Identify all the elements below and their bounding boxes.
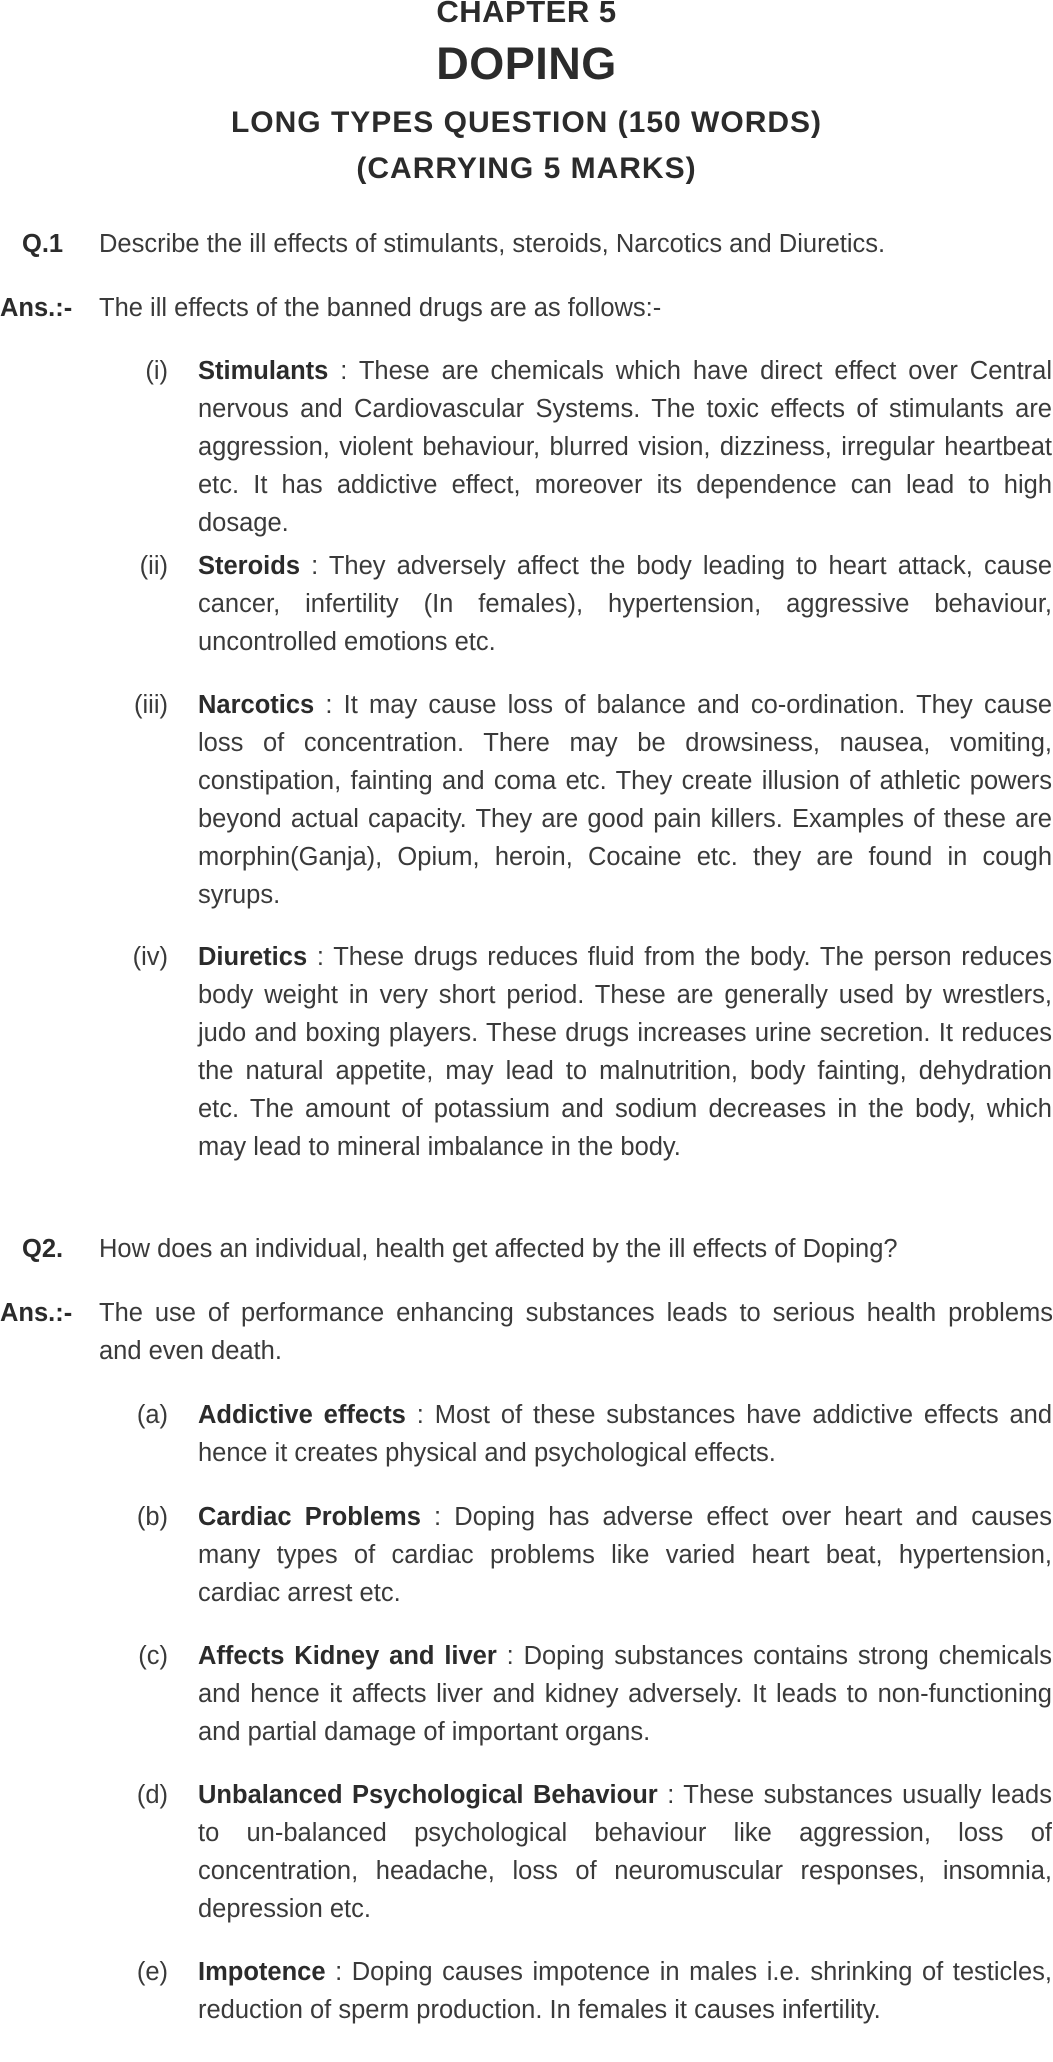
item-description: : These substances usually leads to un-balanced psychological behaviour like aggression, loss of concentration, headache, loss of neuromuscular responses, insomnia, depression etc. bbox=[198, 1781, 1052, 1923]
item-text bbox=[198, 1396, 1052, 1472]
item-description: : Doping causes impotence in males i.e. shrinking of testicles, reduction of sperm production. In females it causes infertility. bbox=[198, 1958, 1052, 2024]
item-text bbox=[198, 1498, 1052, 1612]
item-term: Steroids bbox=[198, 552, 301, 580]
item-description: : Doping has adverse effect over heart and causes many types of cardiac problems like varied heart beat, hypertension, cardiac arrest etc. bbox=[198, 1503, 1052, 1607]
marks-subtitle: (CARRYING 5 MARKS) bbox=[356, 152, 697, 185]
item-term: Addictive effects bbox=[198, 1401, 406, 1429]
item-term: Impotence bbox=[198, 1958, 326, 1986]
item-term: Narcotics bbox=[198, 691, 315, 719]
question-label: Q2. bbox=[22, 1235, 64, 1263]
answer-intro: The use of performance enhancing substances leads to serious health problems and even death. bbox=[99, 1299, 1053, 1365]
item-text bbox=[198, 1953, 1052, 2029]
item-text bbox=[198, 547, 1052, 661]
answer-label: Ans.:- bbox=[0, 1299, 73, 1327]
item-number: (i) bbox=[145, 357, 168, 385]
item-number: (iv) bbox=[132, 943, 168, 971]
item-text bbox=[198, 938, 1052, 1166]
item-number: (e) bbox=[136, 1958, 168, 1986]
item-number: (d) bbox=[136, 1781, 168, 1809]
item-term: Cardiac Problems bbox=[198, 1503, 421, 1531]
item-number: (b) bbox=[136, 1503, 168, 1531]
question-text: How does an individual, health get affected by the ill effects of Doping? bbox=[99, 1235, 898, 1263]
chapter-number: CHAPTER 5 bbox=[436, 0, 617, 29]
item-text bbox=[198, 352, 1052, 542]
item-number: (iii) bbox=[134, 691, 168, 719]
answer-label: Ans.:- bbox=[0, 294, 73, 322]
question-text: Describe the ill effects of stimulants, steroids, Narcotics and Diuretics. bbox=[99, 230, 886, 258]
item-number: (ii) bbox=[139, 552, 168, 580]
question-label: Q.1 bbox=[22, 230, 64, 258]
answer-intro: The ill effects of the banned drugs are as follows:- bbox=[99, 294, 662, 322]
item-term: Stimulants bbox=[198, 357, 329, 385]
item-description: : These are chemicals which have direct effect over Central nervous and Cardiovascular Systems. The toxic effects of stimulants are aggression, violent behaviour, blurred vision, dizziness, irregular heartbeat etc. It has addictive effect, moreover its dependence can lead to high dosage. bbox=[198, 357, 1052, 537]
item-description: : Doping substances contains strong chemicals and hence it affects liver and kidney adversely. It leads to non-functioning and partial damage of important organs. bbox=[198, 1642, 1052, 1746]
item-term: Diuretics bbox=[198, 943, 308, 971]
chapter-title: DOPING bbox=[436, 38, 617, 89]
item-text bbox=[198, 1776, 1052, 1928]
item-number: (c) bbox=[138, 1642, 168, 1670]
item-term: Unbalanced Psychological Behaviour bbox=[198, 1781, 658, 1809]
item-description: : It may cause loss of balance and co-ordination. They cause loss of concentration. There may be drowsiness, nausea, vomiting, constipation, fainting and coma etc. They create illusion of athletic powers beyond actual capacity. They are good pain killers. Examples of these are morphin(Ganja), Opium, heroin, Cocaine etc. they are found in cough syrups. bbox=[198, 691, 1052, 909]
item-text bbox=[198, 1637, 1052, 1751]
section-subtitle: LONG TYPES QUESTION (150 WORDS) bbox=[230, 106, 823, 139]
item-term: Affects Kidney and liver bbox=[198, 1642, 497, 1670]
item-description: : Most of these substances have addictive effects and hence it creates physical and psychological effects. bbox=[198, 1401, 1053, 1467]
item-description: : They adversely affect the body leading to heart attack, cause cancer, infertility (In females), hypertension, aggressive behaviour, uncontrolled emotions etc. bbox=[198, 552, 1052, 656]
item-text bbox=[198, 686, 1052, 914]
item-description: : These drugs reduces fluid from the body. The person reduces body weight in very short period. These are generally used by wrestlers, judo and boxing players. These drugs increases urine secretion. It reduces the natural appetite, may lead to malnutrition, body fainting, dehydration etc. The amount of potassium and sodium decreases in the body, which may lead to mineral imbalance in the body. bbox=[198, 943, 1052, 1161]
item-number: (a) bbox=[136, 1401, 168, 1429]
